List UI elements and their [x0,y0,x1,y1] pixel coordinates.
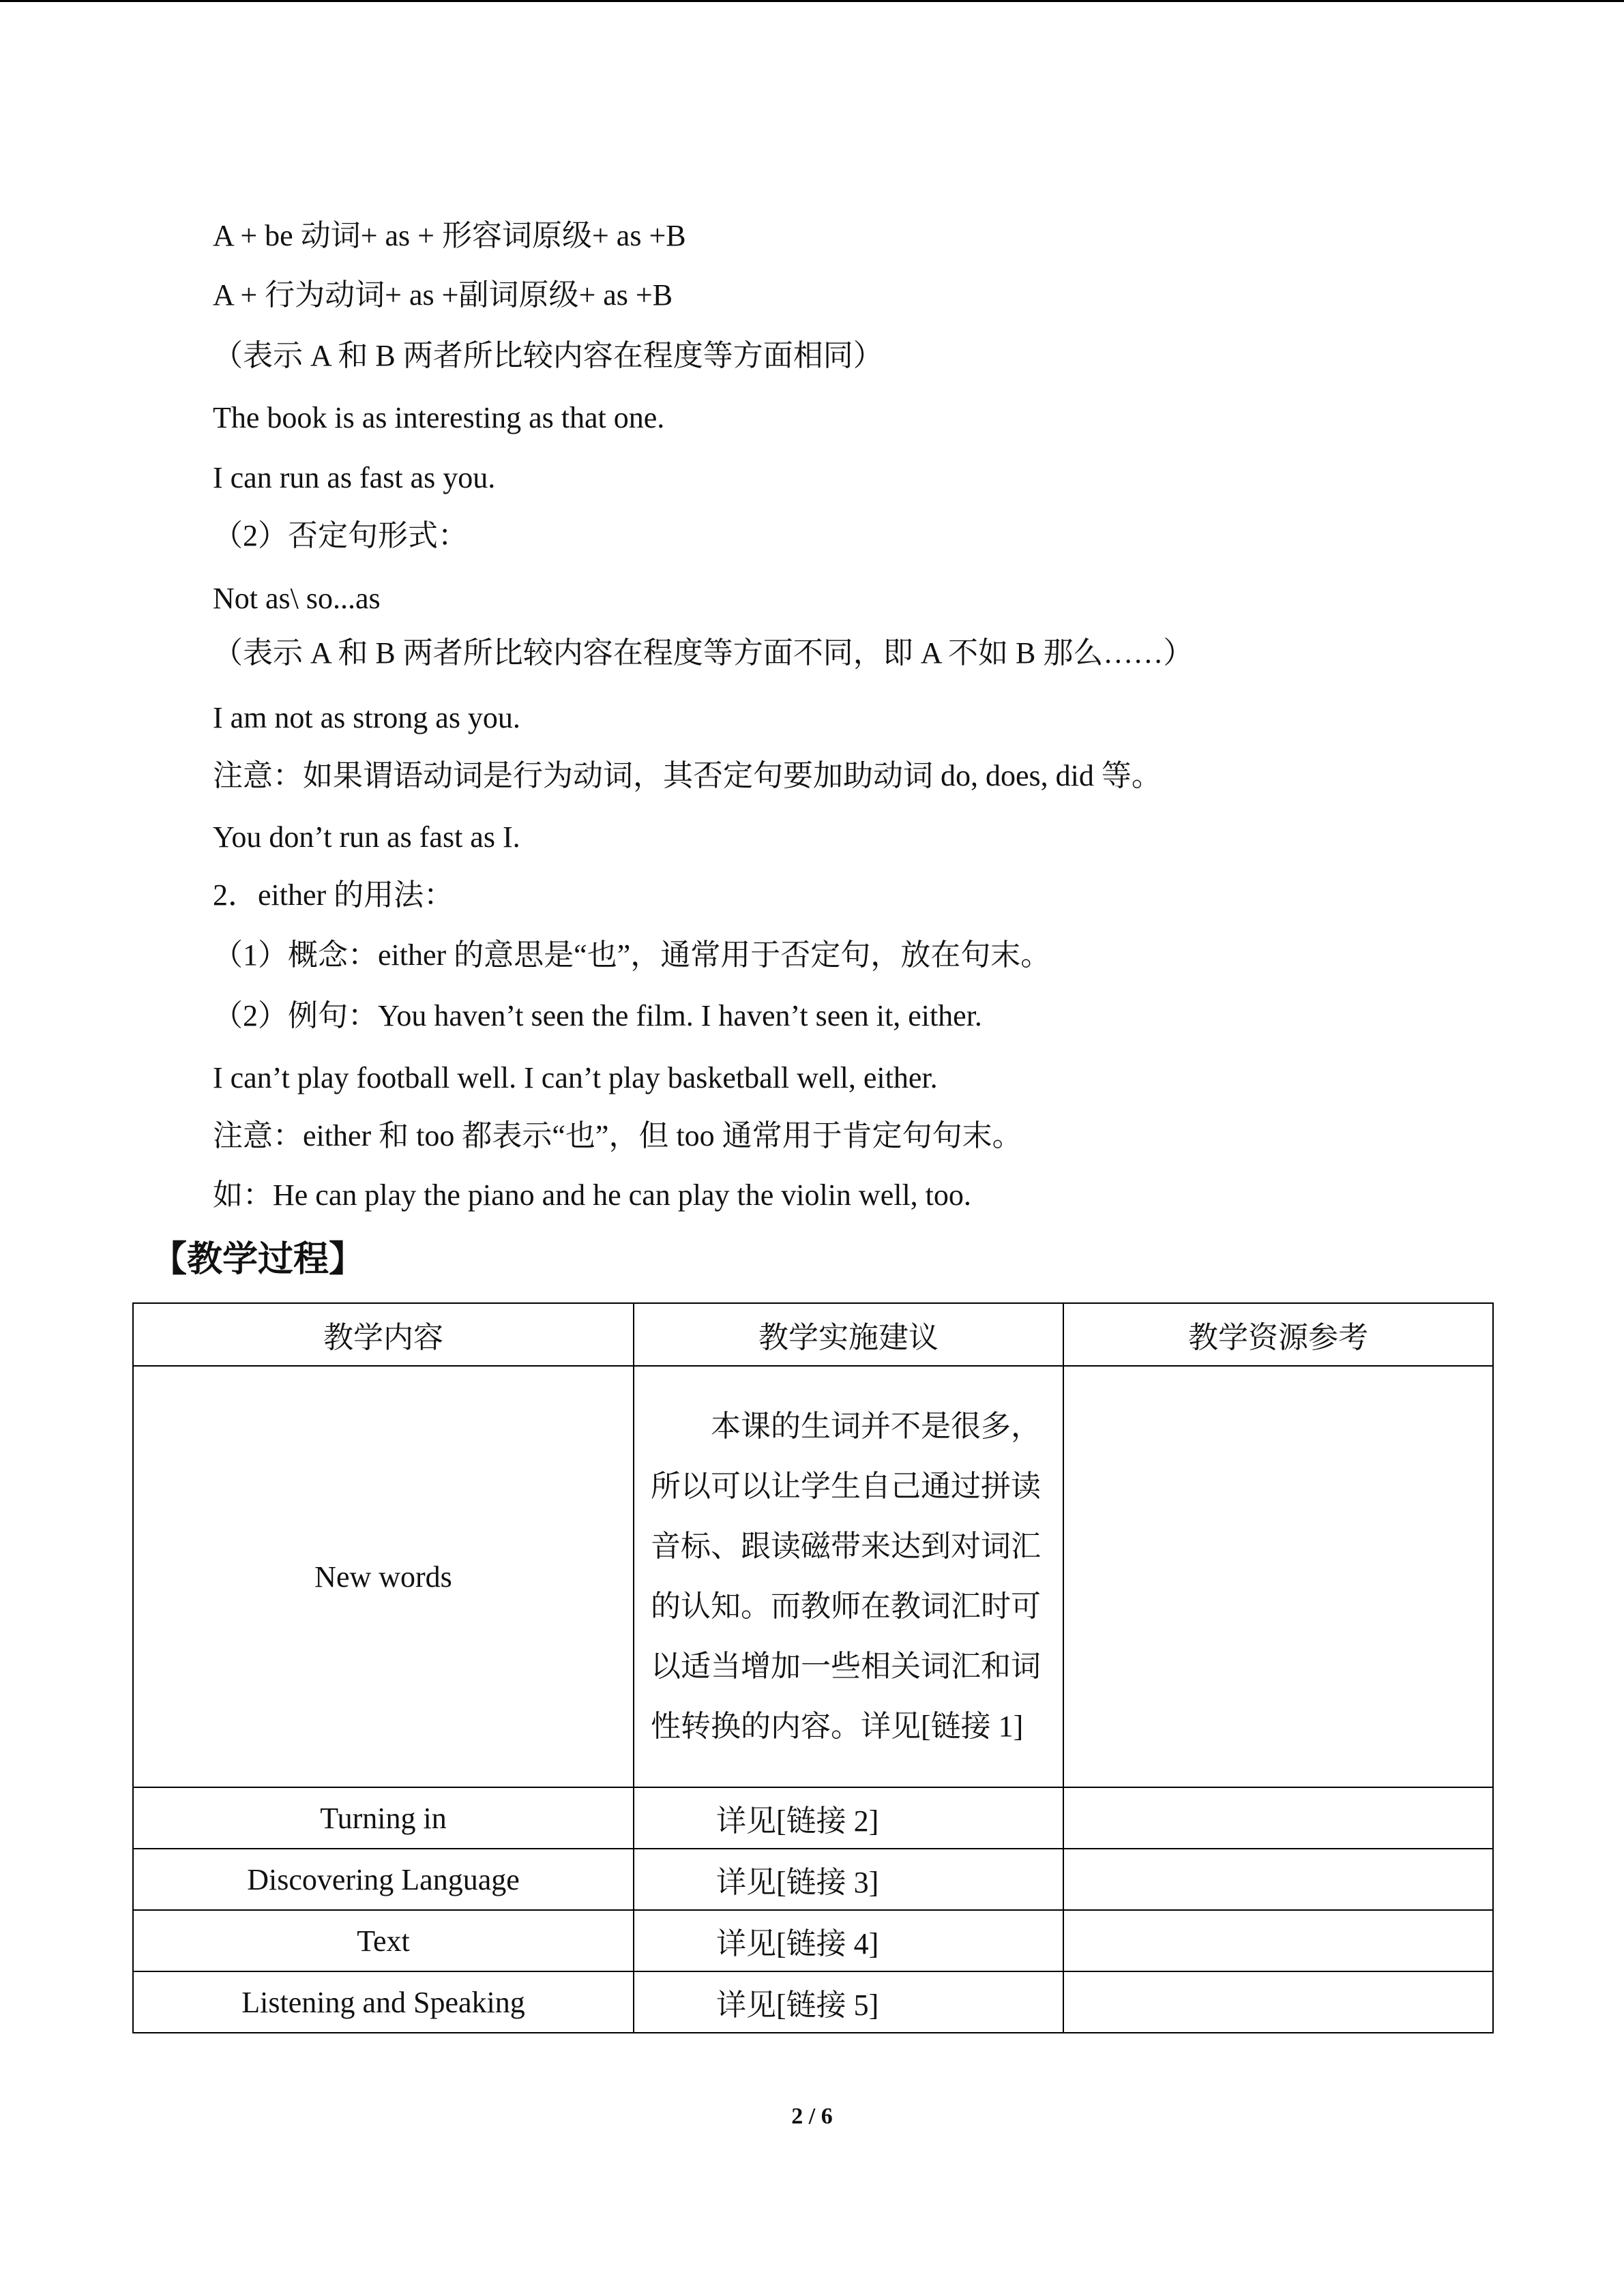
text-line: 如：He can play the piano and he can play the violin well, too. [213,1178,971,1212]
resource-cell [1063,1787,1493,1849]
content-cell: Turning in [133,1787,634,1849]
resource-cell [1063,1910,1493,1971]
text-line: （1）概念：either 的意思是“也”，通常用于否定句，放在句末。 [213,938,1051,972]
column-header: 教学资源参考 [1063,1303,1493,1366]
table-row [133,1910,1493,1971]
text-line: 2．either 的用法： [213,878,454,912]
table-header-row [133,1303,1493,1366]
column-header: 教学内容 [133,1303,634,1366]
text-line: A + be 动词+ as + 形容词原级+ as +B [213,219,686,252]
suggestion-cell [634,1366,1063,1787]
content-cell: Text [133,1910,634,1971]
text-line: You don’t run as fast as I. [213,820,520,854]
resource-cell [1063,1366,1493,1787]
content-cell: Listening and Speaking [133,1971,634,2033]
suggestion-cell: 详见[链接 5] [634,1971,1063,2033]
content-cell: New words [133,1366,634,1787]
teaching-process-table [132,1302,1494,2033]
text-line: The book is as interesting as that one. [213,401,665,434]
text-line: （2）否定句形式： [213,519,468,552]
table-row [133,1971,1493,2033]
suggestion-cell: 详见[链接 3] [634,1849,1063,1910]
table-row [133,1366,1493,1787]
section-heading: 【教学过程】 [151,1239,365,1280]
text-line: A + 行为动词+ as +副词原级+ as +B [213,278,673,312]
text-line: （表示 A 和 B 两者所比较内容在程度等方面相同） [213,339,883,372]
page-top-border [0,0,1624,2]
resource-cell [1063,1849,1493,1910]
table-row [133,1849,1493,1910]
suggestion-text: 本课的生词并不是很多，所以可以让学生自己通过拼读音标、跟读磁带来达到对词汇的认知。而教师在教词汇时可以适当增加一些相关词汇和词性转换的内容。详见[链接 1] [651,1410,1041,1743]
column-header: 教学实施建议 [634,1303,1063,1366]
suggestion-cell: 详见[链接 2] [634,1787,1063,1849]
text-line: I am not as strong as you. [213,701,520,734]
content-cell: Discovering Language [133,1849,634,1910]
text-line: I can run as fast as you. [213,461,496,494]
text-line: （表示 A 和 B 两者所比较内容在程度等方面不同，即 A 不如 B 那么……） [213,636,1194,670]
page-number: 2 / 6 [791,2104,833,2129]
suggestion-cell: 详见[链接 4] [634,1910,1063,1971]
resource-cell [1063,1971,1493,2033]
text-line: 注意：如果谓语动词是行为动词，其否定句要加助动词 do, does, did 等。 [213,759,1162,792]
text-line: （2）例句：You haven’t seen the film. I haven’t seen it, either. [213,999,982,1032]
table-row [133,1787,1493,1849]
text-line: 注意：either 和 too 都表示“也”，但 too 通常用于肯定句句末。 [213,1119,1022,1152]
text-line: Not as\ so...as [213,582,381,615]
text-line: I can’t play football well. I can’t play basketball well, either. [213,1061,938,1094]
